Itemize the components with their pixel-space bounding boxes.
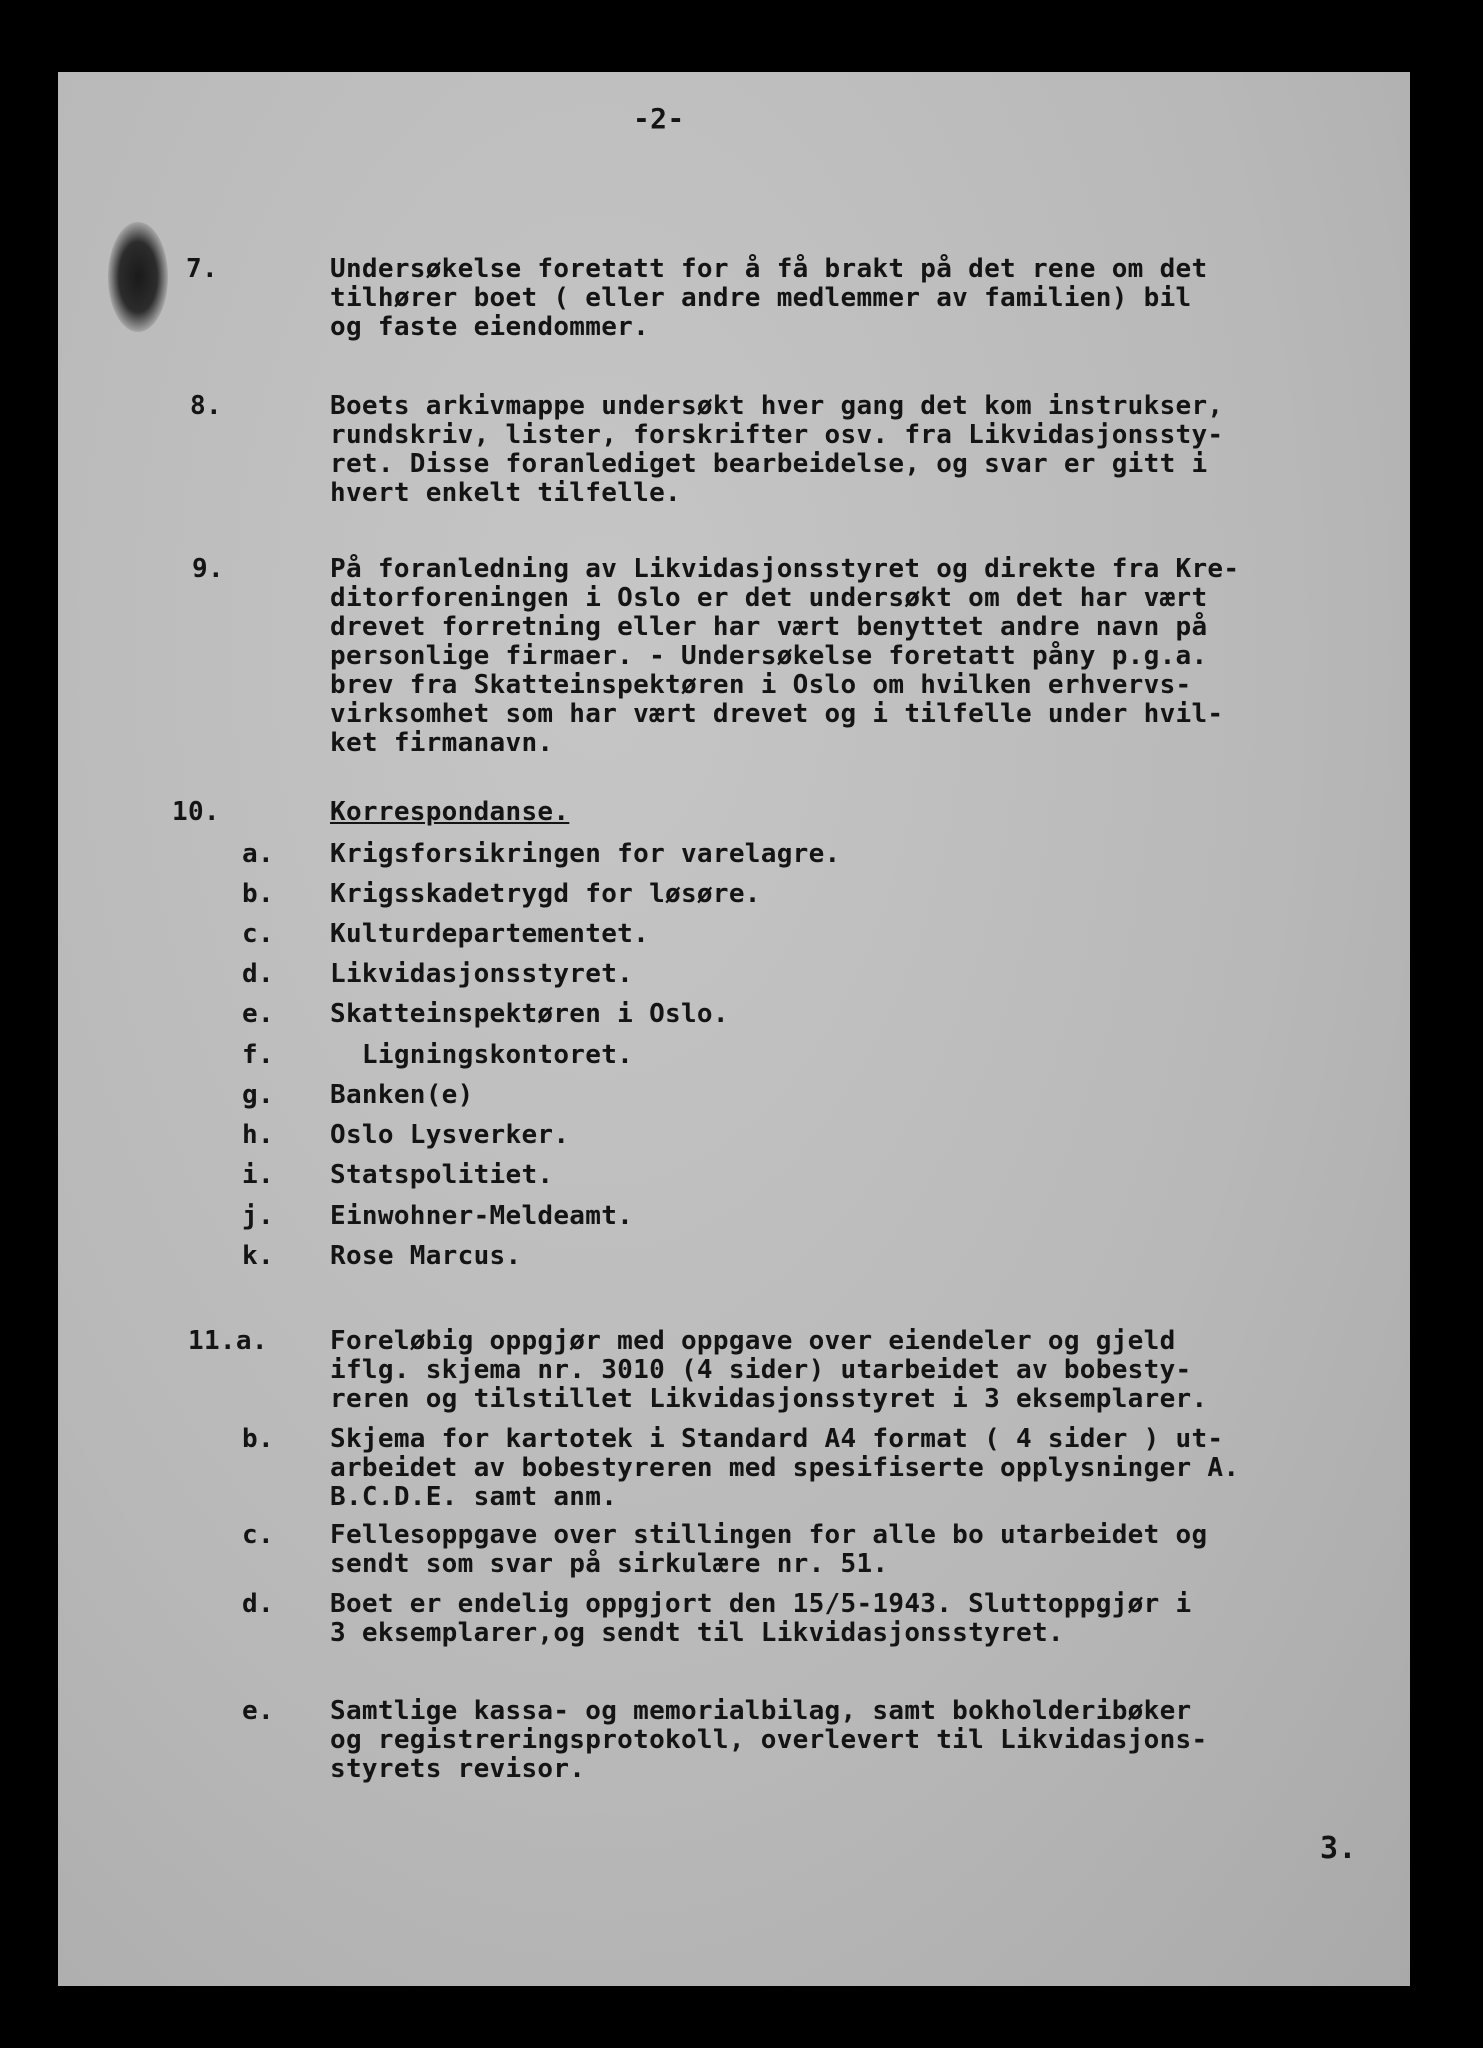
item-10i-letter: i. [242, 1160, 274, 1190]
item-8-line-1: Boets arkivmappe undersøkt hver gang det kom instrukser, [330, 391, 1224, 421]
item-11a-line-1: Foreløbig oppgjør med oppgave over eiendeler og gjeld [330, 1326, 1176, 1356]
item-10d-letter: d. [242, 959, 274, 989]
item-10c-text: Kulturdepartementet. [330, 919, 650, 949]
page-number: -2- [633, 102, 685, 135]
item-11e-letter: e. [242, 1696, 274, 1726]
item-9-line-4: personlige firmaer. - Undersøkelse foretatt påny p.g.a. [330, 641, 1208, 671]
ink-stain [108, 222, 168, 332]
item-8-line-2: rundskriv, lister, forskrifter osv. fra Likvidasjonssty- [330, 420, 1224, 450]
item-10h-letter: h. [242, 1120, 274, 1150]
item-10j-text: Einwohner-Meldeamt. [330, 1201, 634, 1231]
item-11a-letter: 11.a. [188, 1326, 268, 1356]
item-11e-line-3: styrets revisor. [330, 1754, 586, 1784]
item-10f-letter: f. [242, 1040, 274, 1070]
item-9-line-7: ket firmanavn. [330, 728, 554, 758]
item-11c-line-1: Fellesoppgave over stillingen for alle bo utarbeidet og [330, 1520, 1208, 1550]
item-10-number: 10. [172, 797, 220, 827]
item-10j-letter: j. [242, 1201, 274, 1231]
item-11b-line-2: arbeidet av bobestyreren med spesifiserte opplysninger A. [330, 1453, 1240, 1483]
item-10a-text: Krigsforsikringen for varelagre. [330, 839, 841, 869]
item-7-line-1: Undersøkelse foretatt for å få brakt på det rene om det [330, 254, 1208, 284]
item-10e-text: Skatteinspektøren i Oslo. [330, 999, 729, 1029]
item-9-line-3: drevet forretning eller har vært benyttet andre navn på [330, 612, 1208, 642]
item-10e-letter: e. [242, 999, 274, 1029]
item-11d-line-2: 3 eksemplarer,og sendt til Likvidasjonsstyret. [330, 1618, 1064, 1648]
item-10d-text: Likvidasjonsstyret. [330, 959, 634, 989]
item-8-line-4: hvert enkelt tilfelle. [330, 478, 681, 508]
item-9-line-2: ditorforeningen i Oslo er det undersøkt om det har vært [330, 583, 1208, 613]
item-10c-letter: c. [242, 919, 274, 949]
item-10b-text: Krigsskadetrygd for løsøre. [330, 879, 761, 909]
next-page-number: 3. [1320, 1831, 1357, 1866]
item-10a-letter: a. [242, 839, 274, 869]
item-9-line-6: virksomhet som har vært drevet og i tilfelle under hvil- [330, 699, 1224, 729]
item-10f-text: Ligningskontoret. [330, 1040, 634, 1070]
item-11e-line-1: Samtlige kassa- og memorialbilag, samt bokholderibøker [330, 1696, 1192, 1726]
item-10-heading: Korrespondanse. [330, 797, 570, 827]
item-9-line-1: På foranledning av Likvidasjonsstyret og direkte fra Kre- [330, 554, 1240, 584]
item-10i-text: Statspolitiet. [330, 1160, 554, 1190]
item-11a-line-2: iflg. skjema nr. 3010 (4 sider) utarbeidet av bobesty- [330, 1355, 1192, 1385]
item-11b-letter: b. [242, 1424, 274, 1454]
item-11e-line-2: og registreringsprotokoll, overlevert til Likvidasjons- [330, 1725, 1208, 1755]
item-11b-line-3: B.C.D.E. samt anm. [330, 1482, 618, 1512]
item-9-line-5: brev fra Skatteinspektøren i Oslo om hvilken erhvervs- [330, 670, 1192, 700]
item-7-number: 7. [186, 254, 218, 284]
item-11c-letter: c. [242, 1520, 274, 1550]
item-11a-line-3: reren og tilstillet Likvidasjonsstyret i 3 eksemplarer. [330, 1384, 1208, 1414]
item-10k-letter: k. [242, 1241, 274, 1271]
item-10g-text: Banken(e) [330, 1080, 474, 1110]
item-11c-line-2: sendt som svar på sirkulære nr. 51. [330, 1549, 889, 1579]
item-11d-line-1: Boet er endelig oppgjort den 15/5-1943. Sluttoppgjør i [330, 1589, 1192, 1619]
item-11d-letter: d. [242, 1589, 274, 1619]
item-10k-text: Rose Marcus. [330, 1241, 522, 1271]
item-10h-text: Oslo Lysverker. [330, 1120, 570, 1150]
item-9-number: 9. [192, 554, 224, 584]
item-11b-line-1: Skjema for kartotek i Standard A4 format ( 4 sider ) ut- [330, 1424, 1224, 1454]
item-7-line-3: og faste eiendommer. [330, 312, 650, 342]
item-10b-letter: b. [242, 879, 274, 909]
item-7-line-2: tilhører boet ( eller andre medlemmer av familien) bil [330, 283, 1192, 313]
item-8-line-3: ret. Disse foranlediget bearbeidelse, og svar er gitt i [330, 449, 1208, 479]
item-10g-letter: g. [242, 1080, 274, 1110]
item-8-number: 8. [190, 391, 222, 421]
